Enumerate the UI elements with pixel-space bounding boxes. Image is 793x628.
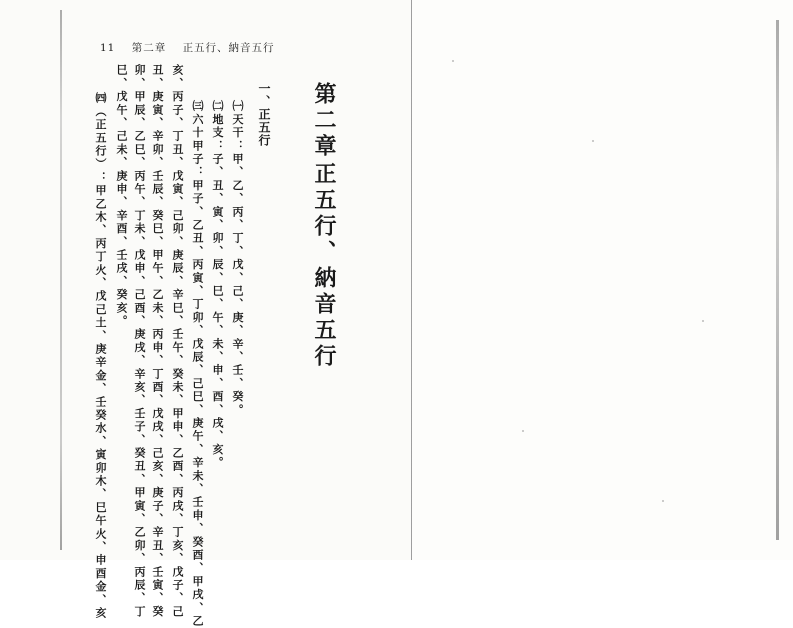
section-heading: 一、正五行 [257, 82, 271, 147]
text-column-7: 巳、戊午、己未、庚申、辛酉、壬戌、癸亥。 [115, 64, 128, 328]
page-edge-shadow [60, 10, 62, 550]
right-page [412, 0, 793, 560]
page-edge-shadow-right [776, 20, 779, 540]
scan-speck [522, 430, 524, 432]
text-column-3: ㈢六十甲子：甲子、乙丑、丙寅、丁卯、戊辰、己巳、庚午、辛未、壬申、癸酉、甲戌、乙 [191, 100, 204, 628]
text-column-4: 亥、丙子、丁丑、戊寅、己卯、庚辰、辛巳、壬午、癸未、甲申、乙酉、丙戌、丁亥、戊子、己 [171, 64, 184, 619]
scan-speck [452, 60, 454, 62]
running-header [100, 40, 275, 55]
scan-speck [702, 320, 704, 322]
text-column-5: 丑、庚寅、辛卯、壬辰、癸巳、甲午、乙未、丙申、丁酉、戊戌、己亥、庚子、辛丑、壬寅、癸 [151, 64, 164, 619]
chapter-title: 正五行、納音五行 [311, 162, 337, 370]
header-chapter: 第二章 [131, 42, 167, 54]
text-column-2: ㈡地支：子、丑、寅、卯、辰、巳、午、未、申、酉、戌、亥。 [211, 100, 224, 470]
chapter-number: 第二章 [311, 82, 337, 160]
header-title: 正五行、納音五行 [182, 42, 275, 54]
scan-speck [592, 140, 594, 142]
text-column-1: ㈠天干：甲、乙、丙、丁、戊、己、庚、辛、壬、癸。 [231, 100, 244, 417]
text-column-6: 卯、甲辰、乙巳、丙午、丁未、戊申、己酉、庚戌、辛亥、壬子、癸丑、甲寅、乙卯、丙辰、丁 [133, 64, 146, 619]
scan-speck [662, 500, 664, 502]
text-column-8: ㈣（正五行）：甲乙木、丙丁火、戊己土、庚辛金、壬癸水、寅卯木、巳午火、申酉金、亥 [94, 92, 107, 620]
page-number: 11 [100, 42, 116, 54]
